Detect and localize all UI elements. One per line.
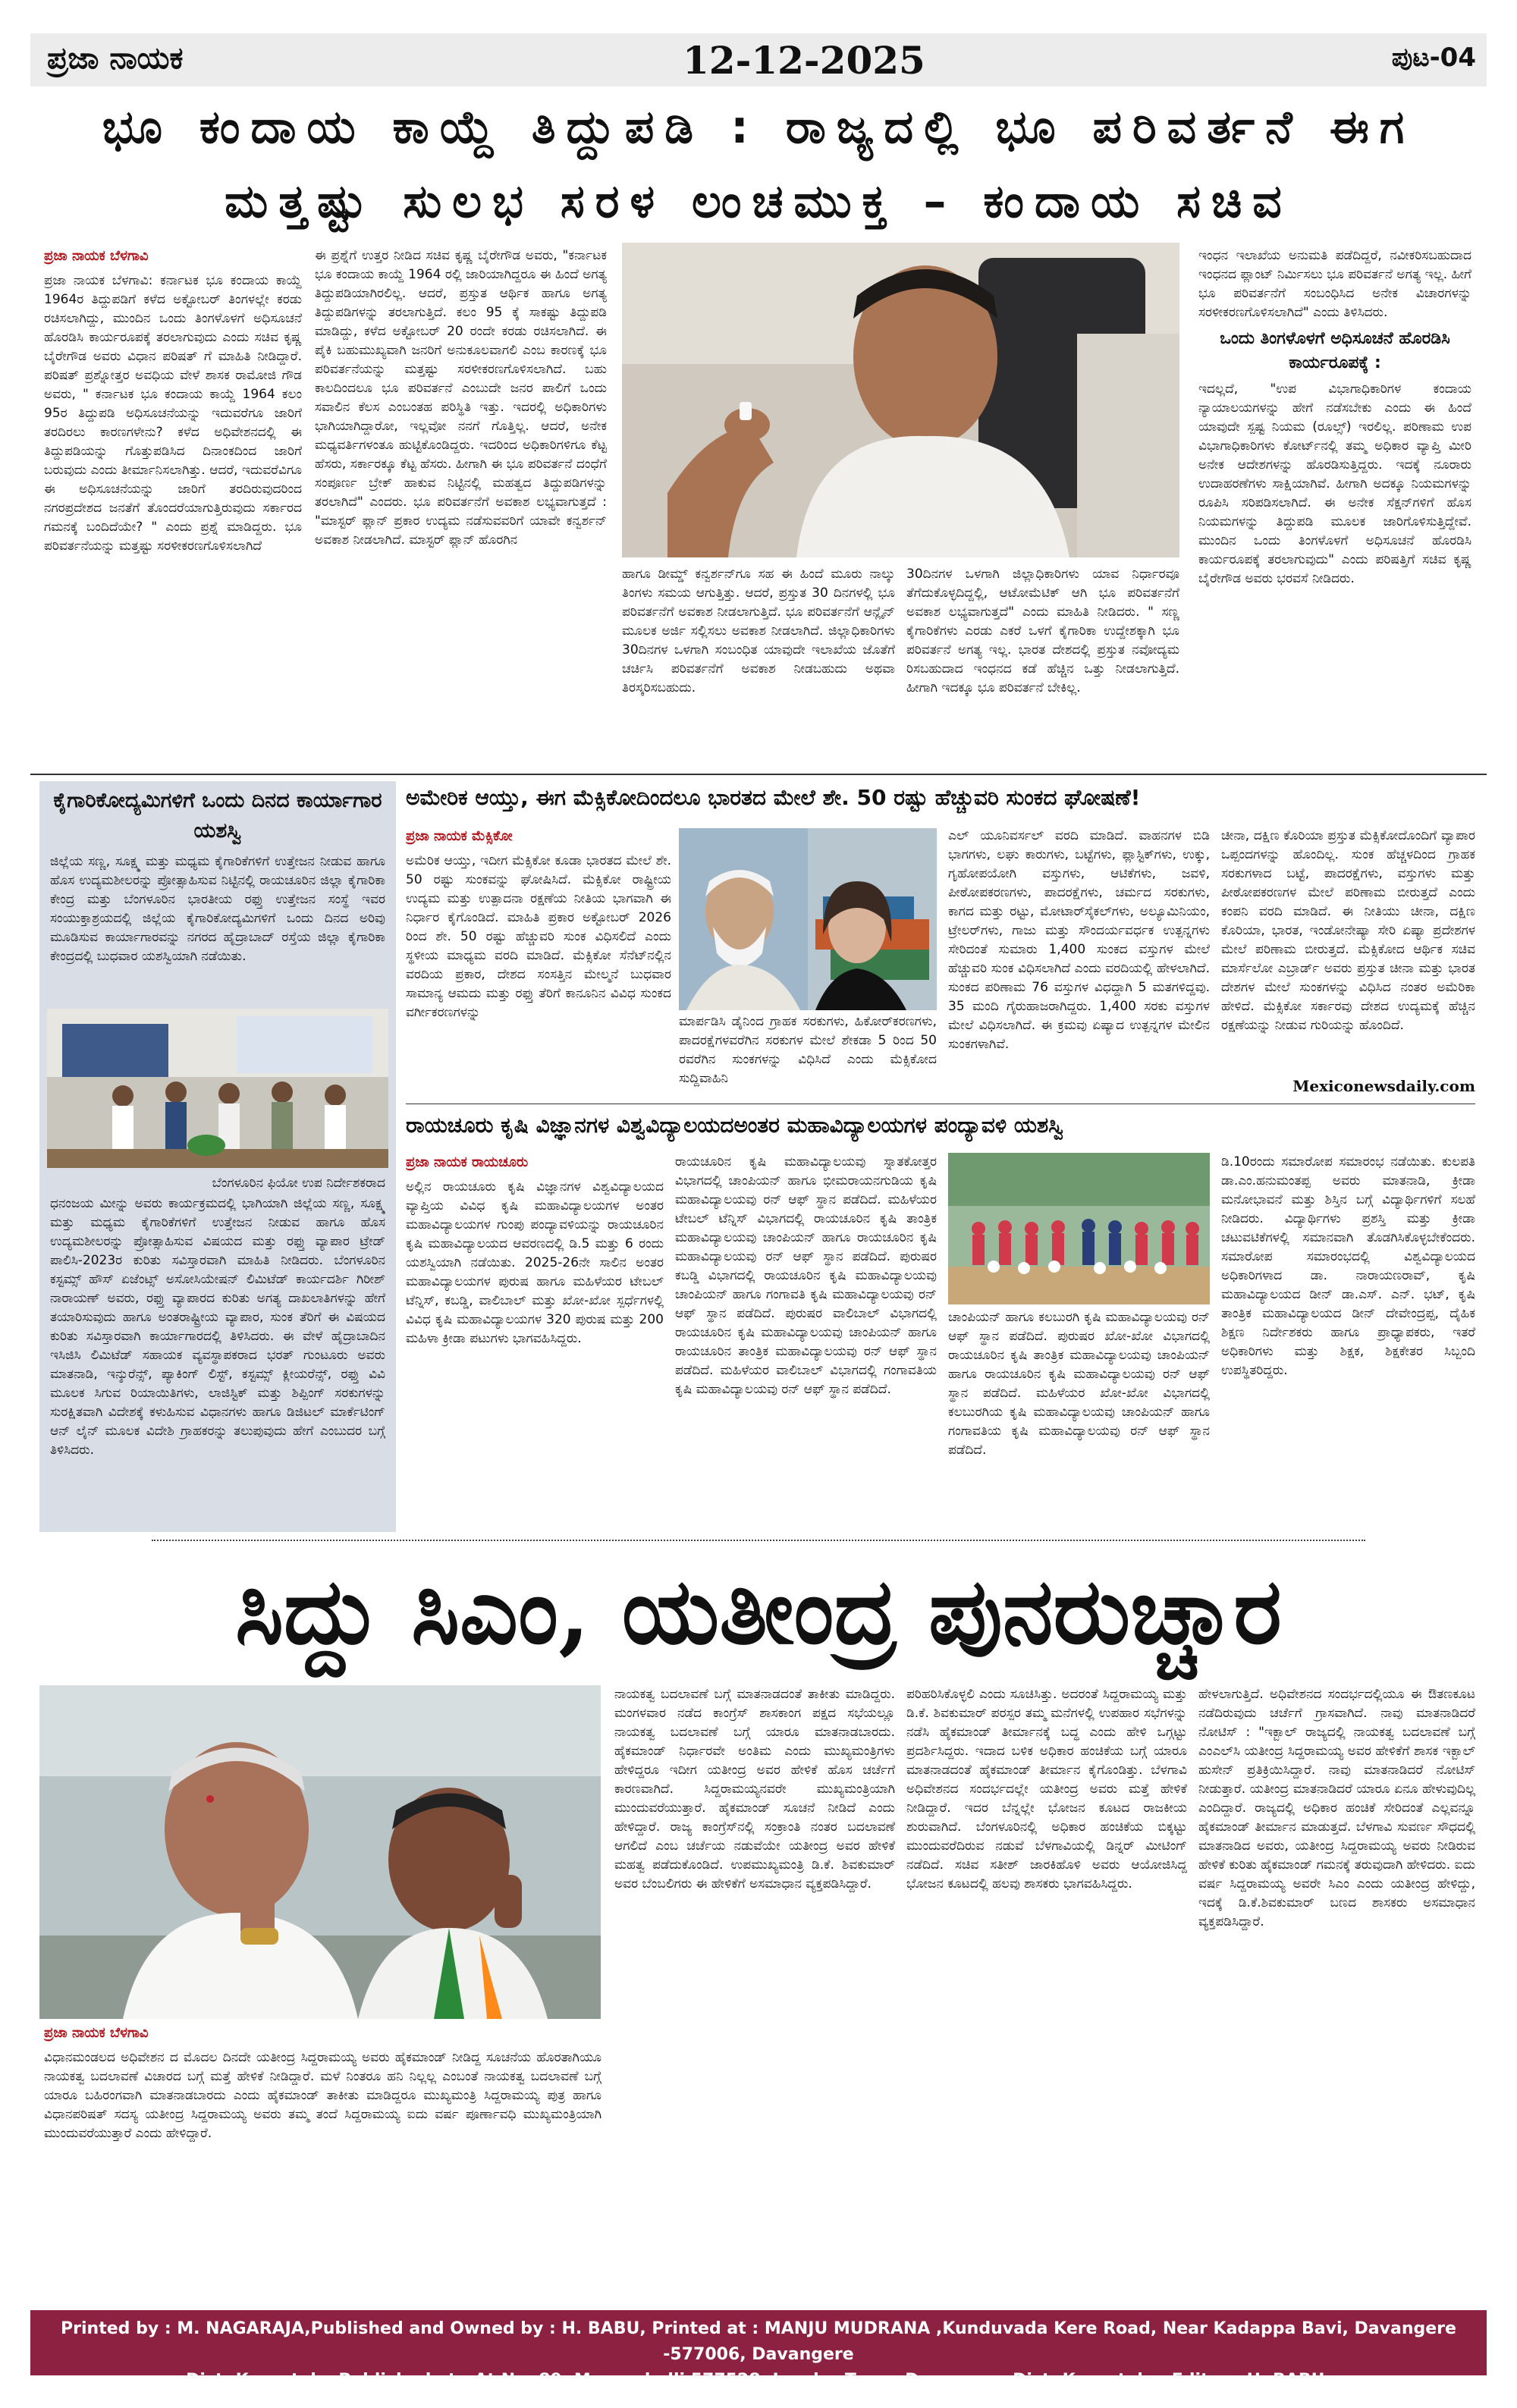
story1-column-1 (44, 246, 302, 762)
story5-byline: ಪ್ರಜಾ ನಾಯಕ ಬೆಳಗಾವಿ (44, 2025, 149, 2041)
story5-col4-text: ಹೇಳಲಾಗುತ್ತಿದೆ. ಅಧಿವೇಶನದ ಸಂದರ್ಭದಲ್ಲಿಯೂ ಈ ಔತಣಕೂಟ ನಡೆದಿರುವುದು ಚರ್ಚೆಗೆ ಗ್ರಾಸವಾಗಿದೆ. ನಾವು ಮಾತನಾಡಿದರೆ ನೋಟಿಸ್ : "ಇಕ್ಬಾಲ್ ರಾಜ್ಯದಲ್ಲಿ ನಾಯಕತ್ವ ಬದಲಾವಣೆ ಬಗ್ಗೆ ಎಂಎಲ್‌ಸಿ ಯತೀಂದ್ರ ಸಿದ್ದರಾಮಯ್ಯ ಅವರ ಹೇಳಿಕೆಗೆ ಶಾಸಕ ಇಕ್ಬಾಲ್ ಹುಸೇನ್ ಪ್ರತಿಕ್ರಿಯಿಸಿದ್ದಾರೆ. ನಾವು ಮಾತನಾಡಿದರೆ ನೋಟಿಸ್ ನೀಡುತ್ತಾರೆ. ಯತೀಂದ್ರ ಮಾತನಾಡಿದರೆ ಯಾರೂ ಏನೂ ಹೇಳುವುದಿಲ್ಲ ಎಂದಿದ್ದಾರೆ. ರಾಜ್ಯದಲ್ಲಿ ಅಧಿಕಾರ ಹಂಚಿಕೆ ಸೇರಿದಂತೆ ಎಲ್ಲವನ್ನೂ ಹೈಕಮಾಂಡ್ ತೀರ್ಮಾನ ಮಾಡುತ್ತದೆ. ಬೆಳಗಾವಿ ಸುವರ್ಣ ಸೌಧದಲ್ಲಿ ಮಾತನಾಡಿದ ಅವರು, ಯತೀಂದ್ರ ಸಿದ್ದರಾಮಯ್ಯ ಅವರು ನೀಡಿರುವ ಹೇಳಿಕೆ ಕುರಿತು ಹೈಕಮಾಂಡ್ ಗಮನಕ್ಕೆ ತರುವುದಾಗಿ ಹೇಳಿದರು. ಐದು ವರ್ಷ ಸಿದ್ದರಾಮಯ್ಯ ಅವರೇ ಸಿಎಂ ಎಂದು ಯತೀಂದ್ರ ಹೇಳಿದ್ದು, ಇದಕ್ಕೆ ಡಿ.ಕೆ.ಶಿವಕುಮಾರ್ ಬಣದ ಶಾಸಕರು ಅಸಮಾಧಾನ ವ್ಯಕ್ತಪಡಿಸಿದ್ದಾರೆ. (1198, 1687, 1475, 1929)
story4-column-1 (406, 1153, 664, 1524)
story1-col4a-text: ಇಂಧನ ಇಲಾಖೆಯ ಅನುಮತಿ ಪಡೆದಿದ್ದರೆ, ನವೀಕರಿಸಬಹುದಾದ ಇಂಧನದ ಪ್ಲಾಂಟ್ ನಿರ್ಮಿಸಲು ಭೂ ಪರಿವರ್ತನೆ ಅಗತ್ಯ ಇಲ್ಲ. ಹೀಗೆ ಭೂ ಪರಿವರ್ತನೆಗೆ ಸಂಬಂಧಿಸಿದ ಅನೇಕ ವಿಚಾರಗಳನ್ನು ಸರಳೀಕರಣಗೊಳಿಸಲಾಗಿದೆ" ಎಂದು ತಿಳಿಸಿದರು. (1198, 248, 1471, 320)
story4-column-3 (948, 1308, 1210, 1524)
section-divider (30, 774, 1487, 775)
story1-col1-text: ಪ್ರಜಾ ನಾಯಕ ಬೆಳಗಾವಿ: ಕರ್ನಾಟಕ ಭೂ ಕಂದಾಯ ಕಾಯ್ದೆ 1964ರ ತಿದ್ದುಪಡಿಗೆ ಕಳೆದ ಅಕ್ಟೋಬರ್ ತಿಂಗಳಲ್ಲೇ ಕರಡು ರಚಿಸಲಾಗಿದ್ದು, ಮುಂದಿನ ಒಂದು ತಿಂಗಳೊಳಗೆ ಅಧಿಸೂಚನೆ ಹೊರಡಿಸಿ ಕಾರ್ಯರೂಪಕ್ಕೆ ತರಲಾಗುವುದು ಎಂದು ಸಚಿವ ಕೃಷ್ಣ ಬೈರೇಗೌಡ ಅವರು ವಿಧಾನ ಪರಿಷತ್ ಗೆ ಮಾಹಿತಿ ನೀಡಿದ್ದಾರೆ. ಪರಿಷತ್ ಪ್ರಶ್ನೋತ್ತರ ಅವಧಿಯ ವೇಳೆ ಶಾಸಕ ರಾಮೋಜಿ ಗೌಡ ಅವರು, " ಕರ್ನಾಟಕ ಭೂ ಕಂದಾಯ ಕಾಯ್ದೆ 1964 ಕಲಂ 95ರ ತಿದ್ದುಪಡಿ ಅಧಿಸೂಚನೆಯನ್ನು ಇದುವರೆಗೂ ಜಾರಿಗೆ ತರದಿರಲು ಕಾರಣಗಳೇನು? ಕಳೆದ ಅಧಿವೇಶನದಲ್ಲಿ ಈ ತಿದ್ದುಪಡಿಯನ್ನು ಗೊತ್ತುಪಡಿಸಿದ ದಿನಾಂಕದಿಂದ ಜಾರಿಗೆ ಬರುವುದು ಎಂದು ತೀರ್ಮಾನಿಸಲಾಗಿತ್ತು. ಆದರೆ, ಇದುವರೆವಿಗೂ ಈ ಅಧಿಸೂಚನೆಯನ್ನು ಜಾರಿಗೆ ತರದಿರುವುದರಿಂದ ನಗರಪ್ರದೇಶದ ಜನತೆಗೆ ತೊಂದರೆಯಾಗುತ್ತಿರುವುದು ಸರ್ಕಾರದ ಗಮನಕ್ಕೆ ಬಂದಿದೆಯೇ? " ಎಂದು ಪ್ರಶ್ನೆ ಮಾಡಿದ್ದರು. ಭೂ ಪರಿವರ್ತನೆಯನ್ನು ಮತ್ತಷ್ಟು ಸರಳೀಕರಣಗೊಳಿಸಲಾಗಿದೆ (44, 273, 302, 554)
story5-col3-text: ಪರಿಹರಿಸಿಕೊಳ್ಳಲಿ ಎಂದು ಸೂಚಿಸಿತ್ತು. ಅದರಂತೆ ಸಿದ್ದರಾಮಯ್ಯ ಮತ್ತು ಡಿ.ಕೆ. ಶಿವಕುಮಾರ್ ಪರಸ್ಪರ ತಮ್ಮ ಮನೆಗಳಲ್ಲಿ ಉಪಹಾರ ಸಭೆಗಳನ್ನು ನಡೆಸಿ ಹೈಕಮಾಂಡ್ ತೀರ್ಮಾನಕ್ಕೆ ಬದ್ಧ ಎಂದು ಹೇಳಿ ಒಗ್ಗಟ್ಟು ಪ್ರದರ್ಶಿಸಿದ್ದರು. ಇದಾದ ಬಳಿಕ ಅಧಿಕಾರ ಹಂಚಿಕೆಯ ಬಗ್ಗೆ ಯಾರೂ ಮಾತನಾಡದಂತೆ ಹೈಕಮಾಂಡ್ ತೀರ್ಮಾನ ಕೈಗೊಂಡಿತ್ತು. ಬೆಳಗಾವಿ ಅಧಿವೇಶನದ ಸಂದರ್ಭದಲ್ಲೇ ಯತೀಂದ್ರ ಅವರು ಮತ್ತೆ ಹೇಳಿಕೆ ನೀಡಿದ್ದಾರೆ. ಇದರ ಬೆನ್ನಲ್ಲೇ ಭೋಜನ ಕೂಟದ ರಾಜಕೀಯ ಶುರುವಾಗಿದೆ. ಬೆಂಗಳೂರಿನಲ್ಲಿ ಅಧಿಕಾರ ಹಂಚಿಕೆಯ ಬಿಕ್ಕಟ್ಟು ಮುಂದುವರೆದಿರುವ ನಡುವೆ ಬೆಳಗಾವಿಯಲ್ಲಿ ಡಿನ್ನರ್ ಮೀಟಿಂಗ್ ನಡೆದಿದೆ. ಸಚಿವ ಸತೀಶ್ ಜಾರಕಿಹೊಳಿ ಅವರು ಆಯೋಜಿಸಿದ್ದ ಭೋಜನ ಕೂಟದಲ್ಲಿ ಹಲವು ಶಾಸಕರು ಭಾಗವಹಿಸಿದ್ದರು. (906, 1687, 1187, 1892)
issue-date: 12-12-2025 (683, 38, 925, 83)
minister-photo (622, 243, 1179, 557)
dotted-divider (152, 1540, 1365, 1541)
siddaramaiah-photo (39, 1685, 601, 2019)
workshop-photo (47, 1009, 388, 1168)
story2-body-top (50, 852, 385, 1004)
story4-column-4 (1221, 1153, 1475, 1524)
story3-photo-caption-block (679, 1012, 937, 1100)
story3-col2-text: ಎಲ್ ಯೂನಿವರ್ಸಲ್ ವರದಿ ಮಾಡಿದೆ. ವಾಹನಗಳ ಬಿಡಿ ಭಾಗಗಳು, ಲಘು ಕಾರುಗಳು, ಬಟ್ಟೆಗಳು, ಪ್ಲಾಸ್ಟಿಕ್‌ಗಳು, ಉಕ್ಕು, ಗೃಹೋಪಯೋಗಿ ವಸ್ತುಗಳು, ಆಟಿಕೆಗಳು, ಜವಳಿ, ಪೀಠೋಪಕರಣಗಳು, ಪಾದರಕ್ಷೆಗಳು, ಚರ್ಮದ ಸರಕುಗಳು, ಕಾಗದ ಮತ್ತು ರಟ್ಟು, ಮೋಟಾರ್‌ಸೈಕಲ್‌ಗಳು, ಅಲ್ಯೂಮಿನಿಯಂ, ಟ್ರೇಲರ್‌ಗಳು, ಗಾಜು ಮತ್ತು ಸೌಂದರ್ಯವರ್ಧಕ ಉತ್ಪನ್ನಗಳು ಸೇರಿದಂತೆ ಸುಮಾರು 1,400 ಸುಂಕದ ವಸ್ತುಗಳ ಮೇಲೆ ಹೆಚ್ಚುವರಿ ಸುಂಕ ವಿಧಿಸಲಾಗಿದೆ ಎಂದು ವರದಿಯಲ್ಲಿ ಹೇಳಲಾಗಿದೆ. ಸುಂಕದ ಪರಿಣಾಮ 76 ವಸ್ತುಗಳ ವಿಧದ್ದಾಗಿ 5 ಮತಗಳಿದ್ದವು. 35 ಮಂದಿ ಗೈರುಹಾಜರಾಗಿದ್ದರು. 1,400 ಸರಕು ವಸ್ತುಗಳ ಮೇಲೆ ವಿಧಿಸಲಾಗಿದೆ. ಈ ಕ್ರಮವು ಏಷ್ಯಾದ ಉತ್ಪನ್ನಗಳ ಮೇಲಿನ ಸುಂಕಗಳಾಗಿವೆ. (948, 828, 1210, 1052)
story3-byline: ಪ್ರಜಾ ನಾಯಕ ಮೆಕ್ಸಿಕೋ (406, 828, 513, 844)
story2-headline: ಕೈಗಾರಿಕೋದ್ಯಮಿಗಳಿಗೆ ಒಂದು ದಿನದ ಕಾರ್ಯಾಗಾರ ಯಶಸ್ವಿ (53, 789, 382, 843)
story1-column-2 (315, 246, 607, 762)
story4-byline: ಪ್ರಜಾ ನಾಯಕ ರಾಯಚೂರು (406, 1154, 529, 1170)
story1-col4b-text: ಇದಲ್ಲದೆ, "ಉಪ ವಿಭಾಗಾಧಿಕಾರಿಗಳ ಕಂದಾಯ ನ್ಯಾಯಾಲಯಗಳನ್ನು ಹೇಗೆ ನಡೆಸಬೇಕು ಎಂದು ಈ ಹಿಂದೆ ಯಾವುದೇ ಸ್ಪಷ್ಟ ನಿಯಮ (ರೂಲ್ಸ್) ಇರಲಿಲ್ಲ. ಪರಿಣಾಮ ಉಪ ವಿಭಾಗಾಧಿಕಾರಿಗಳು ಕೋರ್ಟ್‌ನಲ್ಲಿ ತಮ್ಮ ಅಧಿಕಾರ ವ್ಯಾಪ್ತಿ ಮೀರಿ ಅನೇಕ ಆದೇಶಗಳನ್ನು ಹೊರಡಿಸುತ್ತಿದ್ದರು. ಇದಕ್ಕೆ ನೂರಾರು ಉದಾಹರಣೆಗಳು ಸಾಕ್ಷಿಯಾಗಿವೆ. ಹೀಗಾಗಿ ಅದಕ್ಕೂ ನಿಯಮಗಳನ್ನು ರೂಪಿಸಿ ಸರಿಪಡಿಸಲಾಗಿದೆ. ಈ ಅನೇಕ ಸೆಕ್ಷನ್‌ಗಳಿಗೆ ಹೊಸ ನಿಯಮಗಳನ್ನು ತಿದ್ದುಪಡಿ ಮೂಲಕ ಜಾರಿಗೊಳಿಸುತ್ತಿದ್ದೇವೆ. ಮುಂದಿನ ಒಂದು ತಿಂಗಳೊಳಗೆ ಅಧಿಸೂಚನೆ ಹೊರಡಿಸಿ ಕಾರ್ಯರೂಪಕ್ಕೆ ತರಲಾಗುವುದು" ಎಂದು ಪರಿಷತ್ತಿಗೆ ಸಚಿವ ಕೃಷ್ಣ ಬೈರೇಗೌಡ ಅವರು ಭರವಸೆ ನೀಡಿದರು. (1198, 381, 1471, 586)
sports-team-photo (948, 1153, 1210, 1304)
story3-col1-text: ಅಮೆರಿಕ ಆಯ್ತು, ಇದೀಗ ಮೆಕ್ಸಿಕೋ ಕೂಡಾ ಭಾರತದ ಮೇಲೆ ಶೇ. 50 ರಷ್ಟು ಸುಂಕವನ್ನು ಘೋಷಿಸಿದೆ. ಮೆಕ್ಸಿಕೋ ರಾಷ್ಟ್ರೀಯ ಉದ್ಯಮ ಮತ್ತು ಉತ್ಪಾದನಾ ರಕ್ಷಣೆಯ ನೀತಿಯ ಭಾಗವಾಗಿ ಈ ನಿರ್ಧಾರ ಕೈಗೊಂಡಿದೆ. ಮಾಹಿತಿ ಪ್ರಕಾರ ಅಕ್ಟೋಬರ್ 2026 ರಿಂದ ಶೇ. 50 ರಷ್ಟು ಹೆಚ್ಚುವರಿ ಸುಂಕ ವಿಧಿಸಲಿದೆ ಎಂದು ಸ್ಥಳೀಯ ಮಾಧ್ಯಮ ವರದಿ ಮಾಡಿದೆ. ಮೆಕ್ಸಿಕೋ ಸೆನೆಟ್‌ನಲ್ಲಿನ ವರದಿಯ ಪ್ರಕಾರ, ದೇಶದ ಸಂಸತ್ತಿನ ಮೇಲ್ಮನೆ ಬುಧವಾರ ಸಾಮಾನ್ಯ ಆಮದು ಮತ್ತು ರಫ್ತು ತೆರಿಗೆ ಕಾನೂನಿನ ವಿವಿಧ ಸುಂಕದ ವರ್ಗೀಕರಣಗಳನ್ನು (406, 853, 671, 1020)
story1-column-4 (1198, 246, 1471, 766)
story3-column-2 (948, 827, 1210, 1100)
story5-column-3 (906, 1685, 1187, 2300)
story5-col1-text: ವಿಧಾನಮಂಡಲದ ಅಧಿವೇಶನ ದ ಮೊದಲ ದಿನದೇ ಯತೀಂದ್ರ ಸಿದ್ದರಾಮಯ್ಯ ಅವರು ಹೈಕಮಾಂಡ್ ನೀಡಿದ್ದ ಸೂಚನೆಯ ಹೊರತಾಗಿಯೂ ನಾಯಕತ್ವ ಬದಲಾವಣೆ ವಿಚಾರದ ಬಗ್ಗೆ ಮತ್ತೆ ಹೇಳಿಕೆ ನೀಡಿದ್ದಾರೆ. ಮಳೆ ನಿಂತರೂ ಹನಿ ನಿಲ್ಲಲ್ಲ ಎಂಬಂತೆ ನಾಯಕತ್ವ ಬದಲಾವಣೆ ಬಗ್ಗೆ ಯಾರೂ ಬಹಿರಂಗವಾಗಿ ಮಾತನಾಡಬಾರದು ಎಂದು ಹೈಕಮಾಂಡ್ ತಾಕೀತು ಮಾಡಿದ್ದರೂ ಮುಖ್ಯಮಂತ್ರಿ ಸಿದ್ದರಾಮಯ್ಯ ಪುತ್ರ ಹಾಗೂ ವಿಧಾನಪರಿಷತ್ ಸದಸ್ಯ ಯತೀಂದ್ರ ಸಿದ್ದರಾಮಯ್ಯ ಅವರು ತಮ್ಮ ತಂದೆ ಸಿದ್ದರಾಮಯ್ಯ ಐದು ವರ್ಷ ಪೂರ್ಣಾವಧಿ ಮುಖ್ಯಮಂತ್ರಿಯಾಗಿ ಮುಂದುವರೆಯುತ್ತಾರೆ ಎಂದು ಹೇಳಿದ್ದಾರೆ. (44, 2050, 601, 2141)
story3-source: Mexiconewsdaily.com (1292, 1077, 1475, 1095)
story1-col2-text: ಈ ಪ್ರಶ್ನೆಗೆ ಉತ್ತರ ನೀಡಿದ ಸಚಿವ ಕೃಷ್ಣ ಬೈರೇಗೌಡ ಅವರು, "ಕರ್ನಾಟಕ ಭೂ ಕಂದಾಯ ಕಾಯ್ದೆ 1964 ರಲ್ಲಿ ಜಾರಿಯಾಗಿದ್ದರೂ ಈ ಹಿಂದೆ ಅಗತ್ಯ ತಿದ್ದುಪಡಿಯಾಗಿರಲಿಲ್ಲ. ಆದರೆ, ಪ್ರಸ್ತುತ ಆರ್ಥಿಕ ಹಾಗೂ ಅಗತ್ಯ ತಿದ್ದುಪಡಿಗಳನ್ನು ತರಲಾಗುತ್ತಿದೆ. ಕಲಂ 95 ಕ್ಕೆ ಸಾಕಷ್ಟು ತಿದ್ದುಪಡಿ ಮಾಡಿದ್ದು, ಕಳೆದ ಅಕ್ಟೋಬರ್ 20 ರಂದೇ ಕರಡು ರಚಿಸಲಾಗಿದೆ. ಈ ಪೈಕಿ ಬಹುಮುಖ್ಯವಾಗಿ ಜನರಿಗೆ ಅನುಕೂಲವಾಗಲಿ ಎಂಬ ಕಾರಣಕ್ಕೆ ಭೂ ಪರಿವರ್ತನೆಯನ್ನು ಮತ್ತಷ್ಟು ಸರಳೀಕರಣಗೊಳಿಸಲಾಗಿದೆ. ಬಹು ಕಾಲದಿಂದಲೂ ಭೂ ಪರಿವರ್ತನೆ ಎಂಬುದೇ ಜನರ ಪಾಲಿಗೆ ಒಂದು ಸವಾಲಿನ ಕೆಲಸ ಎಂಬಂತಹ ಪರಿಸ್ಥಿತಿ ಇತ್ತು. ಇದರಲ್ಲಿ ಅಧಿಕಾರಿಗಳು ಭಾಗಿಯಾಗಿದ್ದಾರೋ, ಇಲ್ಲವೋ ನನಗೆ ಗೊತ್ತಿಲ್ಲ. ಆದರೆ, ಅನೇಕ ಮಧ್ಯವರ್ತಿಗಳಂತೂ ಹುಟ್ಟಿಕೊಂಡಿದ್ದರು. ಇದರಿಂದ ಅಧಿಕಾರಿಗಳಿಗೂ ಕೆಟ್ಟ ಹೆಸರು, ಸರ್ಕಾರಕ್ಕೂ ಕೆಟ್ಟ ಹೆಸರು. ಹೀಗಾಗಿ ಈ ಭೂ ಪರಿವರ್ತನೆ ದಂಧೆಗೆ ಸಂಪೂರ್ಣ ಬ್ರೇಕ್ ಹಾಕುವ ನಿಟ್ಟಿನಲ್ಲಿ ಮಹತ್ವದ ತಿದ್ದುಪಡಿಗಳನ್ನು ತರಲಾಗಿದೆ" ಎಂದರು. ಭೂ ಪರಿವರ್ತನೆಗೆ ಅವಕಾಶ ಲಭ್ಯವಾಗುತ್ತದೆ : "ಮಾಸ್ಟರ್ ಪ್ಲಾನ್ ಪ್ರಕಾರ ಉದ್ಯಮ ನಡೆಸುವವರಿಗೆ ಯಾವೇ ಕನ್ವರ್ಶನ್ ಅವಕಾಶ ನೀಡಲಾಗಿದೆ. ಮಾಸ್ಟರ್ ಪ್ಲಾನ್ ಹೊರಗಿನ (315, 248, 607, 548)
story4-col4-text: ಡಿ.10ರಂದು ಸಮಾರೋಪ ಸಮಾರಂಭ ನಡೆಯಿತು. ಕುಲಪತಿ ಡಾ.ಎಂ.ಹನುಮಂತಪ್ಪ ಅವರು ಮಾತನಾಡಿ, ಕ್ರೀಡಾ ಮನೋಭಾವನೆ ಮತ್ತು ಶಿಸ್ತಿನ ಬಗ್ಗೆ ವಿದ್ಯಾರ್ಥಿಗಳಿಗೆ ಸಲಹೆ ನೀಡಿದರು. ವಿದ್ಯಾರ್ಥಿಗಳು ಪ್ರಶಸ್ತಿ ಮತ್ತು ಕ್ರೀಡಾ ಚಟುವಟಿಕೆಗಳಲ್ಲಿ ಸಮಾನವಾಗಿ ತೊಡಗಿಸಿಕೊಳ್ಳಬೇಕೆಂದರು. ಸಮಾರೋಪ ಸಮಾರಂಭದಲ್ಲಿ ವಿಶ್ವವಿದ್ಯಾಲಯದ ಅಧಿಕಾರಿಗಳಾದ ಡಾ. ನಾರಾಯಣರಾವ್, ಕೃಷಿ ಮಹಾವಿದ್ಯಾಲಯದ ಡೀನ್ ಡಾ.ಎಸ್. ಎನ್. ಭಟ್, ಕೃಷಿ ತಾಂತ್ರಿಕ ಮಹಾವಿದ್ಯಾಲಯದ ಡೀನ್ ದೇವೇಂದ್ರಪ್ಪ, ದೈಹಿಕ ಶಿಕ್ಷಣ ನಿರ್ದೇಶಕರು ಹಾಗೂ ಪ್ರಾಧ್ಯಾಪಕರು, ಇತರೆ ಅಧಿಕಾರಿಗಳು ಮತ್ತು ಶಿಕ್ಷಕ, ಶಿಕ್ಷಕೇತರ ಸಿಬ್ಬಂದಿ ಉಪಸ್ಥಿತರಿದ್ದರು. (1221, 1154, 1475, 1378)
story1-photo-column-1 (622, 565, 895, 766)
story4-col2-text: ರಾಯಚೂರಿನ ಕೃಷಿ ಮಹಾವಿದ್ಯಾಲಯವು ಸ್ನಾತಕೋತ್ತರ ವಿಭಾಗದಲ್ಲಿ ಚಾಂಪಿಯನ್ ಹಾಗೂ ಭೀಮರಾಯನಗುಡಿಯ ಕೃಷಿ ಮಹಾವಿದ್ಯಾಲಯವು ರನ್ ಆಫ್ ಸ್ಥಾನ ಪಡೆದಿದೆ. ಮಹಿಳೆಯರ ಟೇಬಲ್ ಟೆನ್ನಿಸ್ ವಿಭಾಗದಲ್ಲಿ ರಾಯಚೂರಿನ ಕೃಷಿ ತಾಂತ್ರಿಕ ಮಹಾವಿದ್ಯಾಲಯವು ಚಾಂಪಿಯನ್ ಹಾಗೂ ರಾಯಚೂರಿನ ಕೃಷಿ ಮಹಾವಿದ್ಯಾಲಯವು ರನ್ ಆಫ್ ಸ್ಥಾನ ಪಡೆದಿದೆ. ಪುರುಷರ ಕಬಡ್ಡಿ ವಿಭಾಗದಲ್ಲಿ ರಾಯಚೂರಿನ ಕೃಷಿ ಮಹಾವಿದ್ಯಾಲಯವು ಚಾಂಪಿಯನ್ ಹಾಗೂ ಗಂಗಾವತಿ ಕೃಷಿ ಮಹಾವಿದ್ಯಾಲಯವು ರನ್ ಆಫ್ ಸ್ಥಾನ ಪಡೆದಿದೆ. ಪುರುಷರ ವಾಲಿಬಾಲ್ ವಿಭಾಗದಲ್ಲಿ ರಾಯಚೂರಿನ ಕೃಷಿ ಮಹಾವಿದ್ಯಾಲಯವು ಚಾಂಪಿಯನ್ ಹಾಗೂ ರಾಯಚೂರಿನ ತಾಂತ್ರಿಕ ಮಹಾವಿದ್ಯಾಲಯವು ರನ್ ಆಫ್ ಸ್ಥಾನ ಪಡೆದಿದೆ. ಮಹಿಳೆಯರ ವಾಲಿಬಾಲ್ ವಿಭಾಗದಲ್ಲಿ ಗಂಗಾವತಿಯ ಕೃಷಿ ಮಹಾವಿದ್ಯಾಲಯವು ರನ್ ಆಫ್ ಸ್ಥಾನ ಪಡೆದಿದೆ. (675, 1154, 937, 1397)
story5-column-1 (44, 2023, 601, 2304)
story4-col1-text: ಅಲ್ಲಿನ ರಾಯಚೂರು ಕೃಷಿ ವಿಜ್ಞಾನಗಳ ವಿಶ್ವವಿದ್ಯಾಲಯದ ವ್ಯಾಪ್ತಿಯ ವಿವಿಧ ಕೃಷಿ ಮಹಾವಿದ್ಯಾಲಯಗಳ ಅಂತರ ಮಹಾವಿದ್ಯಾಲಯಗಳ ಗುಂಪು ಪಂದ್ಯಾವಳಿಯನ್ನು ರಾಯಚೂರಿನ ಕೃಷಿ ಮಹಾವಿದ್ಯಾಲಯದ ಆವರಣದಲ್ಲಿ ಡಿ.5 ಮತ್ತು 6 ರಂದು ಯಶಸ್ವಿಯಾಗಿ ನಡೆಯಿತು. 2025-26ನೇ ಸಾಲಿನ ಅಂತರ ಮಹಾವಿದ್ಯಾಲಯಗಳ ಪುರುಷ ಹಾಗೂ ಮಹಿಳೆಯರ ಟೇಬಲ್ ಟೆನ್ನಿಸ್, ಕಬಡ್ಡಿ, ವಾಲಿಬಾಲ್ ಮತ್ತು ಖೋ-ಖೋ ಸ್ಪರ್ಧೆಗಳಲ್ಲಿ ವಿವಿಧ ಕೃಷಿ ಮಹಾವಿದ್ಯಾಲಯಗಳ 320 ಪುರುಷ ಮತ್ತು 200 ಮಹಿಳಾ ಕ್ರೀಡಾ ಪಟುಗಳು ಭಾಗವಹಿಸಿದ್ದರು. (406, 1179, 664, 1346)
story5-column-2 (614, 1685, 895, 2300)
story2-body2-text: ಧನಂಜಯ ಮೀನ್ನು ಅವರು ಕಾರ್ಯಕ್ರಮದಲ್ಲಿ ಭಾಗಿಯಾಗಿ ಜಿಲ್ಲೆಯ ಸಣ್ಣ, ಸೂಕ್ಷ್ಮ ಮತ್ತು ಮಧ್ಯಮ ಕೈಗಾರಿಕೆಗಳಿಗೆ ಉತ್ತೇಜನ ನೀಡುವ ಹಾಗೂ ಹೊಸ ಉದ್ಯಮಶೀಲರನ್ನು ಪ್ರೋತ್ಸಾಹಿಸುವ ವಿಷಯದ ಮತ್ತು ರಫ್ತು ವ್ಯಾಪಾರ ಟ್ರೇಡ್ ಪಾಲಿಸಿ-2023ರ ಕುರಿತು ಸವಿಸ್ತಾರವಾಗಿ ಮಾಹಿತಿ ನೀಡಿದರು. ಬೆಂಗಳೂರಿನ ಕಸ್ಟಮ್ಸ್ ಹೌಸ್ ಏಜೆಂಟ್ಸ್ ಅಸೋಸಿಯೇಷನ್ ಲಿಮಿಟೆಡ್ ಕಾರ್ಯದರ್ಶಿ ಗಿರೀಶ್ ನಾರಾಯಣ್ ಅವರು, ರಫ್ತು ವ್ಯಾಪಾರದ ಕುರಿತು ಅಗತ್ಯ ದಾಖಲಾತಿಗಳನ್ನು ಹೇಗೆ ತಯಾರಿಸುವುದು ಹಾಗೂ ಅಂತರಾಷ್ಟ್ರೀಯ ವ್ಯಾಪಾರ, ಸುಂಕ ತೆರಿಗೆ ಈ ವಿಷಯದ ಕುರಿತು ಸವಿಸ್ತಾರವಾಗಿ ಕಾರ್ಯಾಗಾರದಲ್ಲಿ ತಿಳಿಸಿದರು. ಈ ವೇಳೆ ಹೈದ್ರಾಬಾದಿನ ಇಸಿಜಿಸಿ ಲಿಮಿಟೆಡ್ ಸಹಾಯಕ ವ್ಯವಸ್ಥಾಪಕರಾದ ಭರತ್ ಗುಂಟೂರು ಅವರು ಮಾತನಾಡಿ, ಇನ್ಶುರೆನ್ಸ್, ಪ್ಯಾಕಿಂಗ್ ಲಿಸ್ಟ್, ಕಸ್ಟಮ್ಸ್ ಕ್ಲೀಯರೆನ್ಸ್, ರಫ್ತು ವಿವಿ ಮೂಲಕ ಸಿಗುವ ರಿಯಾಯಿತಿಗಳು, ಲಾಜಿಸ್ಟಿಕ್ ಮತ್ತು ಶಿಪ್ಪಿಂಗ್ ಸರಕುಗಳನ್ನು ಸುರಕ್ಷಿತವಾಗಿ ವಿದೇಶಕ್ಕೆ ಕಳುಹಿಸುವ ವಿಧಾನಗಳು ಹಾಗೂ ಡಿಜಿಟಲ್ ಮಾರ್ಕೆಟಿಂಗ್ ಆನ್ ಲೈನ್ ಮೂಲಕ ವಿದೇಶಿ ಗ್ರಾಹಕರನ್ನು ತಲುಪುವುದು ಹೇಗೆ ಎಂಬುದರ ಬಗ್ಗೆ ತಿಳಿಸಿದರು. (50, 1196, 385, 1458)
story5-column-4 (1198, 1685, 1475, 2300)
story4-headline: ರಾಯಚೂರು ಕೃಷಿ ವಿಜ್ಞಾನಗಳ ವಿಶ್ವವಿದ್ಯಾಲಯದಅಂತರ ಮಹಾವಿದ್ಯಾಲಯಗಳ ಪಂದ್ಯಾವಳಿ ಯಶಸ್ವಿ (406, 1113, 1064, 1138)
imprint-footer (30, 2310, 1487, 2390)
story3-headline: ಅಮೇರಿಕ ಆಯ್ತು, ಈಗ ಮೆಕ್ಸಿಕೋದಿಂದಲೂ ಭಾರತದ ಮೇಲೆ ಶೇ. 50 ರಷ್ಟು ಹೆಚ್ಚುವರಿ ಸುಂಕದ ಘೋಷಣೆ! (406, 785, 1141, 810)
story3-photo-caption: ಮಾರ್ಪಡಿಸಿ ಡೈನಿಂದ ಗ್ರಾಹಕ ಸರಕುಗಳು, ಹಿಕೋರ್‌ಕರಣಗಳು, ಪಾದರಕ್ಷೆಗಳವರೆಗಿನ ಸರಕುಗಳ ಮೇಲೆ ಶೇಕಡಾ 5 ರಿಂದ 50 ರವರೆಗಿನ ಸುಂಕಗಳನ್ನು ವಿಧಿಸಿದೆ ಎಂದು ಮೆಕ್ಸಿಕೋದ ಸುದ್ದಿವಾಹಿನಿ (679, 1014, 937, 1086)
story2-photo-caption: ಬೆಂಗಳೂರಿನ ಫಿಯೋ ಉಪ ನಿರ್ದೇಶಕರಾದ (212, 1176, 385, 1191)
modi-sheinbaum-photo (679, 828, 937, 1010)
page-number: ಪುಟ-04 (1391, 42, 1476, 73)
story1-photo-column-2 (906, 565, 1179, 766)
story5-col2-text: ನಾಯಕತ್ವ ಬದಲಾವಣೆ ಬಗ್ಗೆ ಮಾತನಾಡದಂತೆ ತಾಕೀತು ಮಾಡಿದ್ದರು. ಮಂಗಳವಾರ ನಡೆದ ಕಾಂಗ್ರೆಸ್ ಶಾಸಕಾಂಗ ಪಕ್ಷದ ಸಭೆಯಲ್ಲೂ ನಾಯಕತ್ವ ಬದಲಾವಣೆ ಬಗ್ಗೆ ಯಾರೂ ಮಾತನಾಡಬಾರದು. ಹೈಕಮಾಂಡ್ ನಿರ್ಧಾರವೇ ಅಂತಿಮ ಎಂದು ಮುಖ್ಯಮಂತ್ರಿಗಳು ಹೇಳಿದ್ದರೂ ಇದೀಗ ಯತೀಂದ್ರ ಅವರ ಹೇಳಿಕೆ ಹೊಸ ಚರ್ಚೆಗೆ ಕಾರಣವಾಗಿದೆ. ಸಿದ್ದರಾಮಯ್ಯನವರೇ ಮುಖ್ಯಮಂತ್ರಿಯಾಗಿ ಮುಂದುವರೆಯುತ್ತಾರೆ. ಹೈಕಮಾಂಡ್ ಸೂಚನೆ ನೀಡಿದೆ ಎಂದು ಹೇಳಿದ್ದಾರೆ. ರಾಜ್ಯ ಕಾಂಗ್ರೆಸ್‌ನಲ್ಲಿ ಸಂಕ್ರಾಂತಿ ನಂತರ ಬದಲಾವಣೆ ಆಗಲಿದೆ ಎಂಬ ಚರ್ಚೆಯ ನಡುವೆಯೇ ಯತೀಂದ್ರ ಅವರ ಹೇಳಿಕೆ ಮಹತ್ವ ಪಡೆದುಕೊಂಡಿದೆ. ಉಪಮುಖ್ಯಮಂತ್ರಿ ಡಿ.ಕೆ. ಶಿವಕುಮಾರ್ ಅವರ ಬೆಂಬಲಿಗರು ಈ ಹೇಳಿಕೆಗೆ ಅಸಮಾಧಾನ ವ್ಯಕ್ತಪಡಿಸಿದ್ದಾರೆ. (614, 1687, 895, 1892)
story2-body-bottom (50, 1174, 385, 1524)
story1-subhead: ಒಂದು ತಿಂಗಳೊಳಗೆ ಅಧಿಸೂಚನೆ ಹೊರಡಿಸಿ ಕಾರ್ಯರೂಪಕ್ಕೆ : (1220, 329, 1450, 372)
story3-column-3 (1221, 827, 1475, 1077)
story1-headline-line2: ಮತ್ತಷ್ಟು ಸುಲಭ ಸರಳ ಲಂಚಮುಕ್ತ – ಕಂದಾಯ ಸಚಿವ (225, 175, 1292, 228)
story4-column-2 (675, 1153, 937, 1524)
imprint-line-1: Printed by : M. NAGARAJA,Published and Owned by : H. BABU, Printed at : MANJU MUDRANA ,Kunduvada Kere Road, Near Kadappa Bavi, Davangere -577006, Davangere (61, 2319, 1456, 2364)
story3-column-1 (406, 827, 671, 1092)
imprint-line-2: Dist, Karnataka Published at : At No .89, Marenahalli 577528, Jagalur Town, Davangere Dist, Karnataka. Editor : H. BABU. (186, 2371, 1331, 2390)
masthead (30, 33, 1487, 86)
story5-headline: ಸಿದ್ದು ಸಿಎಂ, ಯತೀಂದ್ರ ಪುನರುಚ್ಚಾರ (235, 1558, 1282, 1665)
story1-photo-col1-text: ಹಾಗೂ ಡೀಮ್ಡ್ ಕನ್ವರ್ಶನ್‌ಗೂ ಸಹ ಈ ಹಿಂದೆ ಮೂರು ನಾಲ್ಕು ತಿಂಗಳು ಸಮಯ ಆಗುತ್ತಿತ್ತು. ಆದರೆ, ಪ್ರಸ್ತುತ 30 ದಿನಗಳಲ್ಲಿ ಭೂ ಪರಿವರ್ತನೆಗೆ ಅವಕಾಶ ನೀಡಲಾಗುತ್ತಿದೆ. ಭೂ ಪರಿವರ್ತನೆಗೆ ಆನ್ಲೈನ್ ಮೂಲಕ ಅರ್ಜಿ ಸಲ್ಲಿಸಲು ಅವಕಾಶ ನೀಡಲಾಗಿದೆ. ಜಿಲ್ಲಾಧಿಕಾರಿಗಳು 30ದಿನಗಳ ಒಳಗಾಗಿ ಸಂಬಂಧಿತ ಯಾವುದೇ ಇಲಾಖೆಯ ಜೊತೆಗೆ ಚರ್ಚಿಸಿ ಪರಿವರ್ತನೆಗೆ ಅವಕಾಶ ನೀಡಬಹುದು ಅಥವಾ ತಿರಸ್ಕರಿಸಬಹುದು. (622, 567, 895, 695)
story2-body1-text: ಜಿಲ್ಲೆಯ ಸಣ್ಣ, ಸೂಕ್ಷ್ಮ ಮತ್ತು ಮಧ್ಯಮ ಕೈಗಾರಿಕೆಗಳಿಗೆ ಉತ್ತೇಜನ ನೀಡುವ ಹಾಗೂ ಹೊಸ ಉದ್ಯಮಶೀಲರನ್ನು ಪ್ರೋತ್ಸಾಹಿಸುವ ನಿಟ್ಟಿನಲ್ಲಿ ರಾಯಚೂರಿನ ಜಿಲ್ಲಾ ಕೈಗಾರಿಕಾ ಕೇಂದ್ರ ಮತ್ತು ಬೆಂಗಳೂರಿನ ಭಾರತೀಯ ರಫ್ತು ಉತ್ತೇಜನ ಸಂಸ್ಥೆ ಇವರ ಸಂಯುಕ್ತಾಶ್ರಯದಲ್ಲಿ ಜಿಲ್ಲೆಯ ಕೈಗಾರಿಕೋದ್ಯಮಿಗಳಿಗೆ ಒಂದು ದಿನದ ಅರಿವು ಮೂಡಿಸುವ ಕಾರ್ಯಾಗಾರವನ್ನು ನಗರದ ಹೈದ್ರಾಬಾದ್ ರಸ್ತೆಯ ಜಿಲ್ಲಾ ಕೈಗಾರಿಕಾ ಕೇಂದ್ರದಲ್ಲಿ ಬುಧವಾರ ಯಶಸ್ವಿಯಾಗಿ ನಡೆಯಿತು. (50, 854, 385, 964)
story4-col3-text: ಚಾಂಪಿಯನ್ ಹಾಗೂ ಕಲಬುರಗಿ ಕೃಷಿ ಮಹಾವಿದ್ಯಾಲಯವು ರನ್ ಆಫ್ ಸ್ಥಾನ ಪಡೆದಿದೆ. ಪುರುಷರ ಖೋ-ಖೋ ವಿಭಾಗದಲ್ಲಿ ರಾಯಚೂರಿನ ಕೃಷಿ ತಾಂತ್ರಿಕ ಮಹಾವಿದ್ಯಾಲಯವು ಚಾಂಪಿಯನ್ ಹಾಗೂ ರಾಯಚೂರಿನ ಕೃಷಿ ಮಹಾವಿದ್ಯಾಲಯವು ರನ್ ಆಫ್ ಸ್ಥಾನ ಪಡೆದಿದೆ. ಮಹಿಳೆಯರ ಖೋ-ಖೋ ವಿಭಾಗದಲ್ಲಿ ಕಲಬುರಗಿಯ ಕೃಷಿ ಮಹಾವಿದ್ಯಾಲಯವು ಚಾಂಪಿಯನ್ ಹಾಗೂ ಗಂಗಾವತಿಯ ಕೃಷಿ ಮಹಾವಿದ್ಯಾಲಯವು ರನ್ ಆಫ್ ಸ್ಥಾನ ಪಡೆದಿದೆ. (948, 1310, 1210, 1458)
story3-col3-text: ಚೀನಾ, ದಕ್ಷಿಣ ಕೊರಿಯಾ ಪ್ರಸ್ತುತ ಮೆಕ್ಸಿಕೋದೊಂದಿಗೆ ವ್ಯಾಪಾರ ಒಪ್ಪಂದಗಳನ್ನು ಹೊಂದಿಲ್ಲ. ಸುಂಕ ಹೆಚ್ಚಳದಿಂದ ಗ್ರಾಹಕ ಸರಕುಗಳಾದ ಬಟ್ಟೆ, ಪಾದರಕ್ಷೆಗಳು, ವಸ್ತುಗಳು ಮತ್ತು ಪೀಠೋಪಕರಣಗಳ ಮೇಲೆ ಪರಿಣಾಮ ಬೀರುತ್ತದೆ ಎಂದು ಕಂಪನಿ ವರದಿ ಮಾಡಿದೆ. ಈ ನೀತಿಯು ಚೀನಾ, ದಕ್ಷಿಣ ಕೊರಿಯಾ, ಭಾರತ, ಇಂಡೋನೇಷ್ಯಾ ಸೇರಿ ಏಷ್ಯಾ ಪ್ರದೇಶಗಳ ಮೇಲೆ ಪರಿಣಾಮ ಬೀರುತ್ತದೆ. ಮೆಕ್ಸಿಕೋದ ಆರ್ಥಿಕ ಸಚಿವ ಮಾರ್ಸೆಲೋ ಎಬ್ರಾರ್ಡ್ ಅವರು ಪ್ರಸ್ತುತ ಚೀನಾ ಮತ್ತು ಭಾರತ ದೇಶಗಳ ಮೇಲೆ ಸುಂಕಗಳನ್ನು ವಿಧಿಸಿದ ನಂತರ ಅಮೆರಿಕಾ ಹೇಳಿದೆ. ಮೆಕ್ಸಿಕೋ ಸರ್ಕಾರವು ದೇಶದ ಉದ್ಯಮಕ್ಕೆ ಹೆಚ್ಚಿನ ರಕ್ಷಣೆಯನ್ನು ನೀಡುವ ಗುರಿಯನ್ನು ಹೊಂದಿದೆ. (1221, 828, 1475, 1033)
story2-box (39, 781, 396, 1532)
story1-headline-line1: ಭೂ ಕಂದಾಯ ಕಾಯ್ದೆ ತಿದ್ದುಪಡಿ : ರಾಜ್ಯದಲ್ಲಿ ಭೂ ಪರಿವರ್ತನೆ ಈಗ (102, 101, 1415, 154)
story1-photo-col2-text: 30ದಿನಗಳ ಒಳಗಾಗಿ ಜಿಲ್ಲಾಧಿಕಾರಿಗಳು ಯಾವ ನಿರ್ಧಾರವೂ ತೆಗೆದುಕೊಳ್ಳದಿದ್ದಲ್ಲಿ, ಆಟೋಮೆಟಿಕ್ ಆಗಿ ಭೂ ಪರಿವರ್ತನೆಗೆ ಅವಕಾಶ ಲಭ್ಯವಾಗುತ್ತದೆ" ಎಂದು ಮಾಹಿತಿ ನೀಡಿದರು. " ಸಣ್ಣ ಕೈಗಾರಿಕೆಗಳು ಎರಡು ಎಕರೆ ಒಳಗೆ ಕೈಗಾರಿಕಾ ಉದ್ದೇಶಕ್ಕಾಗಿ ಭೂ ಪರಿವರ್ತನೆ ಅಗತ್ಯ ಇಲ್ಲ. ಭಾರತ ದೇಶದಲ್ಲಿ ಪ್ರಸ್ತುತ ನವೋದ್ಯಮ ರಿಸಬಹುದಾದ ಇಂಧನದ ಕಡೆ ಹೆಚ್ಚಿನ ಒತ್ತು ನೀಡಲಾಗುತ್ತಿದೆ. ಹೀಗಾಗಿ ಇದಕ್ಕೂ ಭೂ ಪರಿವರ್ತನೆ ಬೇಕಿಲ್ಲ. (906, 567, 1179, 695)
newspaper-name: ಪ್ರಜಾ ನಾಯಕ (47, 41, 184, 76)
story1-byline: ಪ್ರಜಾ ನಾಯಕ ಬೆಳಗಾವಿ (44, 248, 149, 264)
